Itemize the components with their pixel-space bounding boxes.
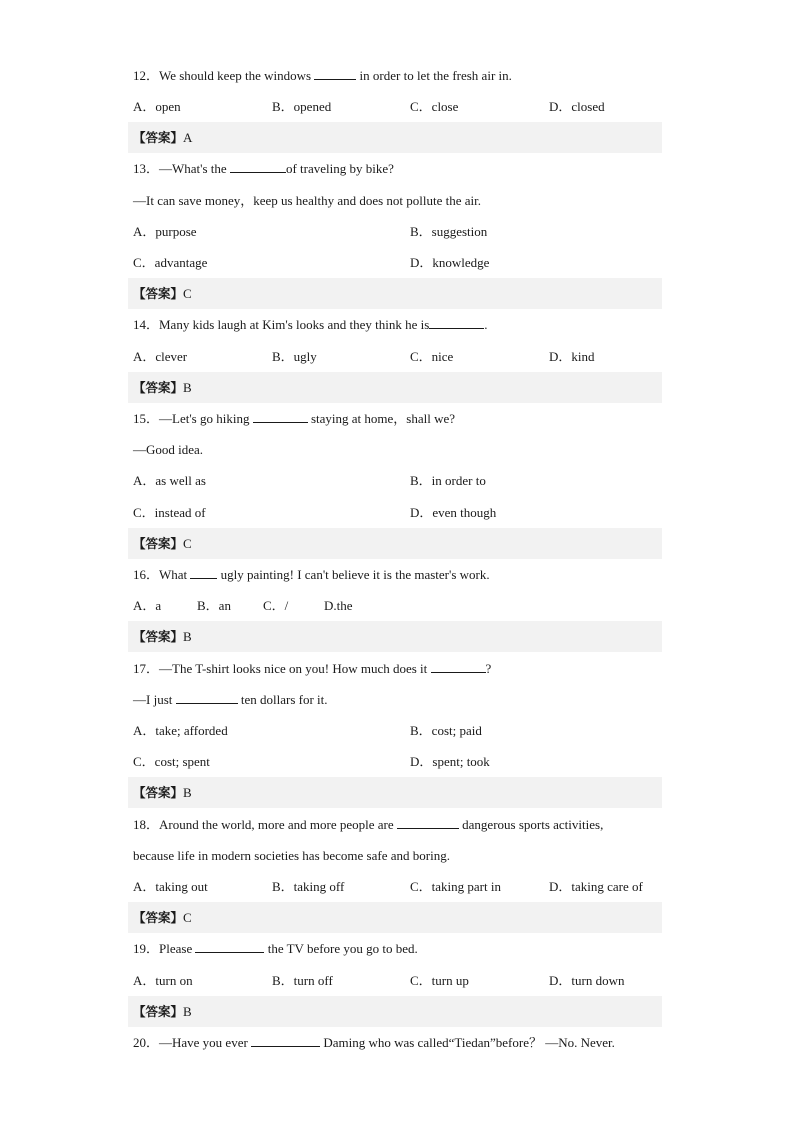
answer-blank	[176, 692, 238, 704]
question-15-stem	[133, 411, 662, 427]
answer-blank	[397, 817, 459, 829]
answer-box	[128, 372, 662, 403]
option-a: A．as well as	[133, 473, 206, 488]
option-b: B．ugly	[272, 349, 317, 364]
answer-value: C	[183, 910, 192, 925]
answer-label: 【答案】	[133, 286, 184, 301]
question-16-stem	[133, 567, 662, 583]
question-13-stem	[133, 161, 662, 177]
option-c: C．nice	[410, 349, 454, 364]
answer-blank	[190, 567, 217, 579]
stem-text: dangerous sports activities,	[458, 817, 604, 832]
option-d: D．knowledge	[410, 255, 490, 270]
option-b: B．cost; paid	[410, 723, 482, 738]
option-a: A．take; afforded	[133, 723, 228, 738]
option-a: A．open	[133, 99, 181, 114]
question-17-stem	[133, 661, 662, 677]
answer-value: B	[183, 380, 192, 395]
answer-value: B	[183, 785, 192, 800]
stem-text: Daming who was called“Tiedan”before？ —No. Never.	[320, 1035, 615, 1050]
option-b: B．turn off	[272, 973, 333, 988]
question-12-stem	[133, 68, 662, 84]
reply-text: —I just	[133, 692, 176, 707]
answer-box	[128, 621, 662, 652]
option-b: B．suggestion	[410, 224, 488, 239]
answer-value: C	[183, 286, 192, 301]
option-d: D．spent; took	[410, 754, 490, 769]
answer-blank	[195, 941, 264, 953]
question-18-stem-continued: because life in modern societies has become safe and boring.	[133, 848, 450, 863]
stem-text: 20．—Have you ever	[133, 1035, 252, 1050]
question-15-reply: —Good idea.	[133, 442, 204, 457]
stem-text: 19．Please	[133, 941, 196, 956]
option-c: C．advantage	[133, 255, 208, 270]
stem-text: in order to let the fresh air in.	[356, 68, 512, 83]
stem-text: ?	[485, 661, 492, 676]
question-18-stem	[133, 817, 662, 833]
answer-box	[128, 777, 662, 808]
answer-label: 【答案】	[133, 629, 184, 644]
option-c: C．instead of	[133, 505, 206, 520]
stem-text: 17．—The T-shirt looks nice on you! How much does it	[133, 661, 431, 676]
answer-box	[128, 902, 662, 933]
option-a: A．taking out	[133, 879, 208, 894]
option-b: B．taking off	[272, 879, 345, 894]
answer-value: B	[183, 629, 192, 644]
option-c: C．cost; spent	[133, 754, 210, 769]
stem-text: the TV before you go to bed.	[264, 941, 418, 956]
question-14-stem	[133, 317, 662, 333]
option-a: A．a	[133, 598, 162, 613]
stem-text: 14．Many kids laugh at Kim's looks and they think he is	[133, 317, 430, 332]
option-c: C．taking part in	[410, 879, 501, 894]
reply-text: ten dollars for it.	[237, 692, 328, 707]
question-13-reply: —It can save money，keep us healthy and does not pollute the air.	[133, 193, 482, 208]
option-d: D．even though	[410, 505, 497, 520]
answer-blank	[251, 1035, 320, 1047]
answer-box	[128, 278, 662, 309]
option-d: D．kind	[549, 349, 595, 364]
stem-text: 15．—Let's go hiking	[133, 411, 253, 426]
stem-text: 18．Around the world, more and more people are	[133, 817, 397, 832]
option-b: B．an	[197, 598, 231, 613]
question-20-stem	[133, 1035, 662, 1051]
option-b: B．opened	[272, 99, 332, 114]
stem-text: staying at home，shall we?	[307, 411, 456, 426]
answer-box	[128, 122, 662, 153]
option-a: A．purpose	[133, 224, 197, 239]
option-c: C．/	[263, 598, 289, 613]
answer-label: 【答案】	[133, 1004, 184, 1019]
stem-text: of traveling by bike?	[285, 161, 394, 176]
option-d: D．turn down	[549, 973, 625, 988]
answer-label: 【答案】	[133, 785, 184, 800]
answer-value: A	[183, 130, 193, 145]
answer-value: C	[183, 536, 192, 551]
stem-text: .	[484, 317, 488, 332]
answer-label: 【答案】	[133, 380, 184, 395]
answer-box	[128, 528, 662, 559]
answer-blank	[431, 661, 486, 673]
option-d: D．taking care of	[549, 879, 643, 894]
stem-text: 16．What	[133, 567, 191, 582]
answer-label: 【答案】	[133, 910, 184, 925]
question-19-stem	[133, 941, 662, 957]
answer-blank	[314, 68, 356, 80]
option-b: B．in order to	[410, 473, 486, 488]
answer-blank	[429, 317, 484, 329]
stem-text: 12．We should keep the windows	[133, 68, 315, 83]
option-a: A．clever	[133, 349, 188, 364]
question-17-reply	[133, 692, 662, 708]
answer-blank	[230, 161, 286, 173]
option-c: C．turn up	[410, 973, 469, 988]
answer-label: 【答案】	[133, 536, 184, 551]
answer-box	[128, 996, 662, 1027]
option-c: C．close	[410, 99, 459, 114]
stem-text: ugly painting! I can't believe it is the master's work.	[217, 567, 490, 582]
option-d: D.the	[324, 598, 353, 613]
option-a: A．turn on	[133, 973, 193, 988]
answer-label: 【答案】	[133, 130, 184, 145]
answer-blank	[253, 411, 308, 423]
stem-text: 13．—What's the	[133, 161, 230, 176]
option-d: D．closed	[549, 99, 605, 114]
answer-value: B	[183, 1004, 192, 1019]
